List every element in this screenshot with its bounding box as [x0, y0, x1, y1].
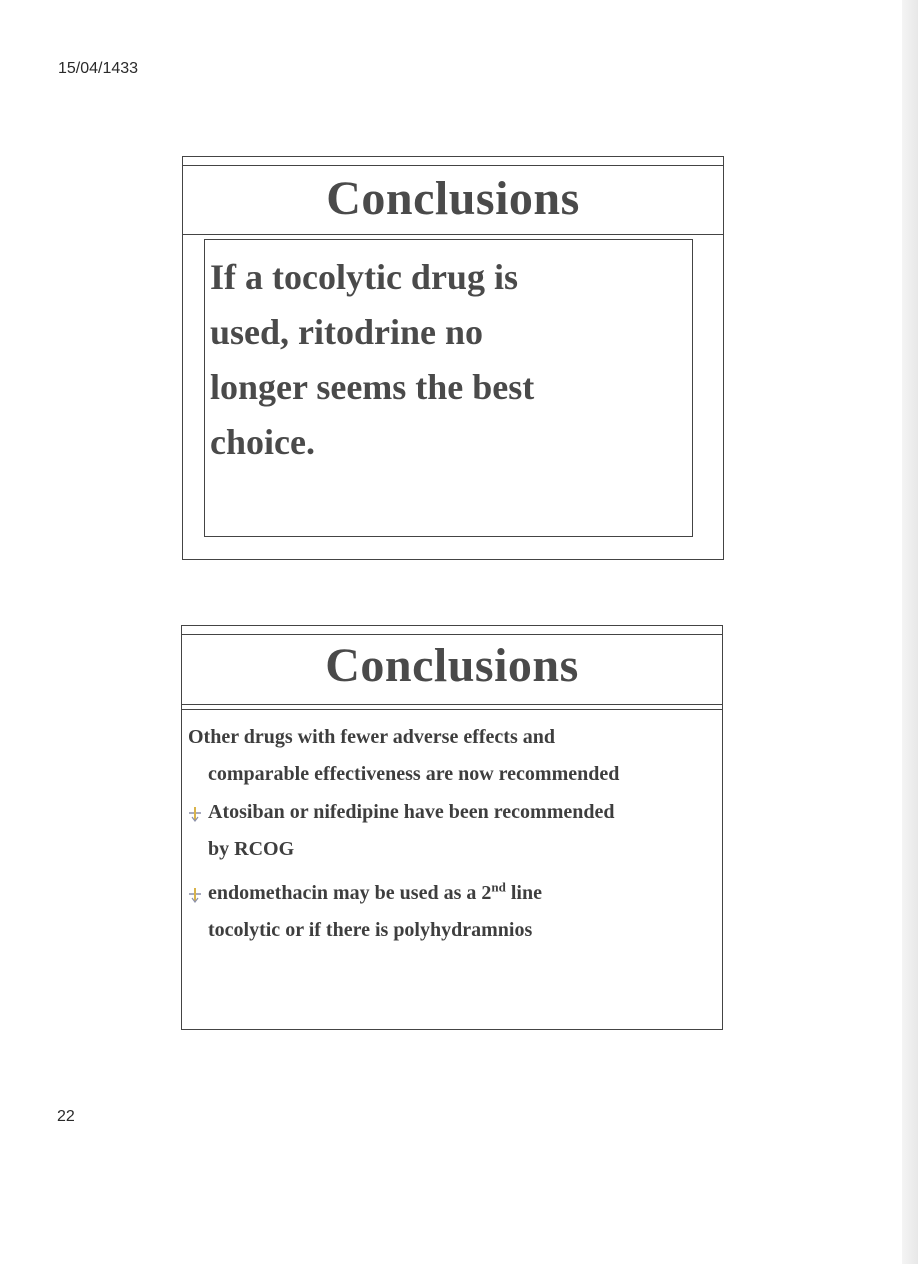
title-divider — [182, 704, 722, 705]
slide-body — [210, 250, 650, 470]
bullet-text-part: line — [505, 882, 542, 904]
slide-2 — [181, 625, 723, 1030]
body-line: If a tocolytic drug is — [210, 257, 518, 297]
intro-line: Other drugs with fewer adverse effects and — [188, 726, 555, 748]
body-line: used, ritodrine no — [210, 312, 484, 352]
bullet-line: Atosiban or nifedipine have been recommended — [208, 801, 615, 823]
slide-top-rule — [183, 165, 723, 166]
bullet-item — [187, 875, 717, 949]
intro-line: comparable effectiveness are now recommended — [208, 763, 620, 785]
bullet-item — [187, 794, 717, 868]
slide-title: Conclusions — [326, 172, 580, 225]
bullet-text-part: endomethacin may be used as a — [208, 882, 482, 904]
body-line: choice. — [210, 422, 315, 462]
slide-1 — [182, 156, 724, 560]
title-divider-double — [182, 709, 722, 710]
bullet-line — [187, 875, 717, 912]
body-line: longer seems the best — [210, 367, 535, 407]
ordinal-suffix: nd — [491, 879, 506, 895]
intro-paragraph — [188, 719, 718, 793]
ordinal-number: 2 — [481, 882, 492, 904]
page-date: 15/04/1433 — [58, 60, 139, 77]
title-divider — [183, 234, 723, 235]
bullet-line: tocolytic or if there is polyhydramnios — [208, 919, 533, 941]
bullet-line: by RCOG — [208, 838, 295, 860]
arrow-down-bullet-icon — [187, 794, 205, 831]
content-box — [204, 239, 693, 537]
arrow-down-bullet-icon — [187, 875, 205, 912]
slide-top-rule — [182, 634, 722, 635]
page-number: 22 — [57, 1108, 75, 1125]
slide-title: Conclusions — [325, 639, 579, 692]
scan-edge — [902, 0, 918, 1264]
